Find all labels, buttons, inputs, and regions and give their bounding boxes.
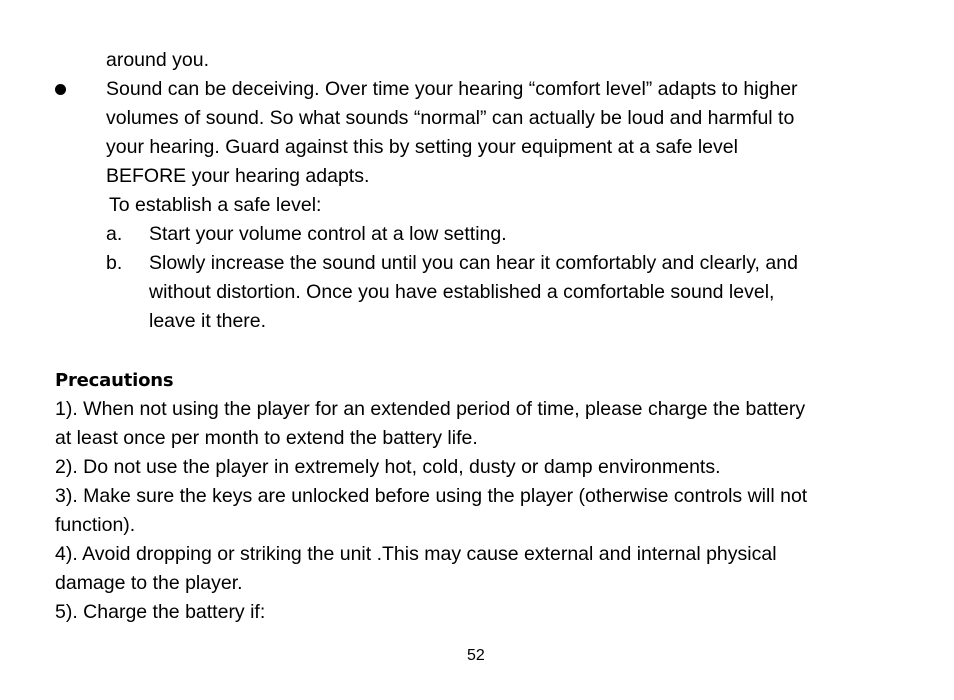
bullet-text-line: Sound can be deceiving. Over time your hearing “comfort level” adapts to higher: [106, 78, 798, 100]
step-text-line: Start your volume control at a low setting.: [149, 223, 507, 245]
section-heading: Precautions: [55, 370, 174, 391]
safe-level-title: To establish a safe level:: [109, 194, 322, 216]
precaution-line: at least once per month to extend the battery life.: [55, 427, 478, 449]
step-marker: a.: [106, 223, 123, 245]
precaution-line: 1). When not using the player for an extended period of time, please charge the battery: [55, 398, 806, 420]
step-marker: b.: [106, 252, 123, 274]
bullet-text-line: BEFORE your hearing adapts.: [106, 165, 370, 187]
precaution-line: damage to the player.: [55, 572, 243, 594]
page-number: 52: [467, 647, 485, 664]
paragraph-continuation: around you.: [106, 49, 209, 71]
precaution-line: function).: [55, 514, 136, 536]
precaution-line: 2). Do not use the player in extremely hot, cold, dusty or damp environments.: [55, 456, 721, 478]
step-text-line: Slowly increase the sound until you can hear it comfortably and clearly, and: [149, 252, 798, 274]
precaution-line: 5). Charge the battery if:: [55, 601, 266, 623]
bullet-text-line: volumes of sound. So what sounds “normal” can actually be loud and harmful to: [106, 107, 795, 129]
precaution-line: 3). Make sure the keys are unlocked before using the player (otherwise controls will not: [55, 485, 808, 507]
step-text-line: without distortion. Once you have established a comfortable sound level,: [149, 281, 775, 303]
step-text-line: leave it there.: [149, 310, 267, 332]
precaution-line: 4). Avoid dropping or striking the unit .This may cause external and internal physical: [55, 543, 777, 565]
bullet-text-line: your hearing. Guard against this by setting your equipment at a safe level: [106, 136, 738, 158]
bullet-icon: [55, 84, 66, 95]
